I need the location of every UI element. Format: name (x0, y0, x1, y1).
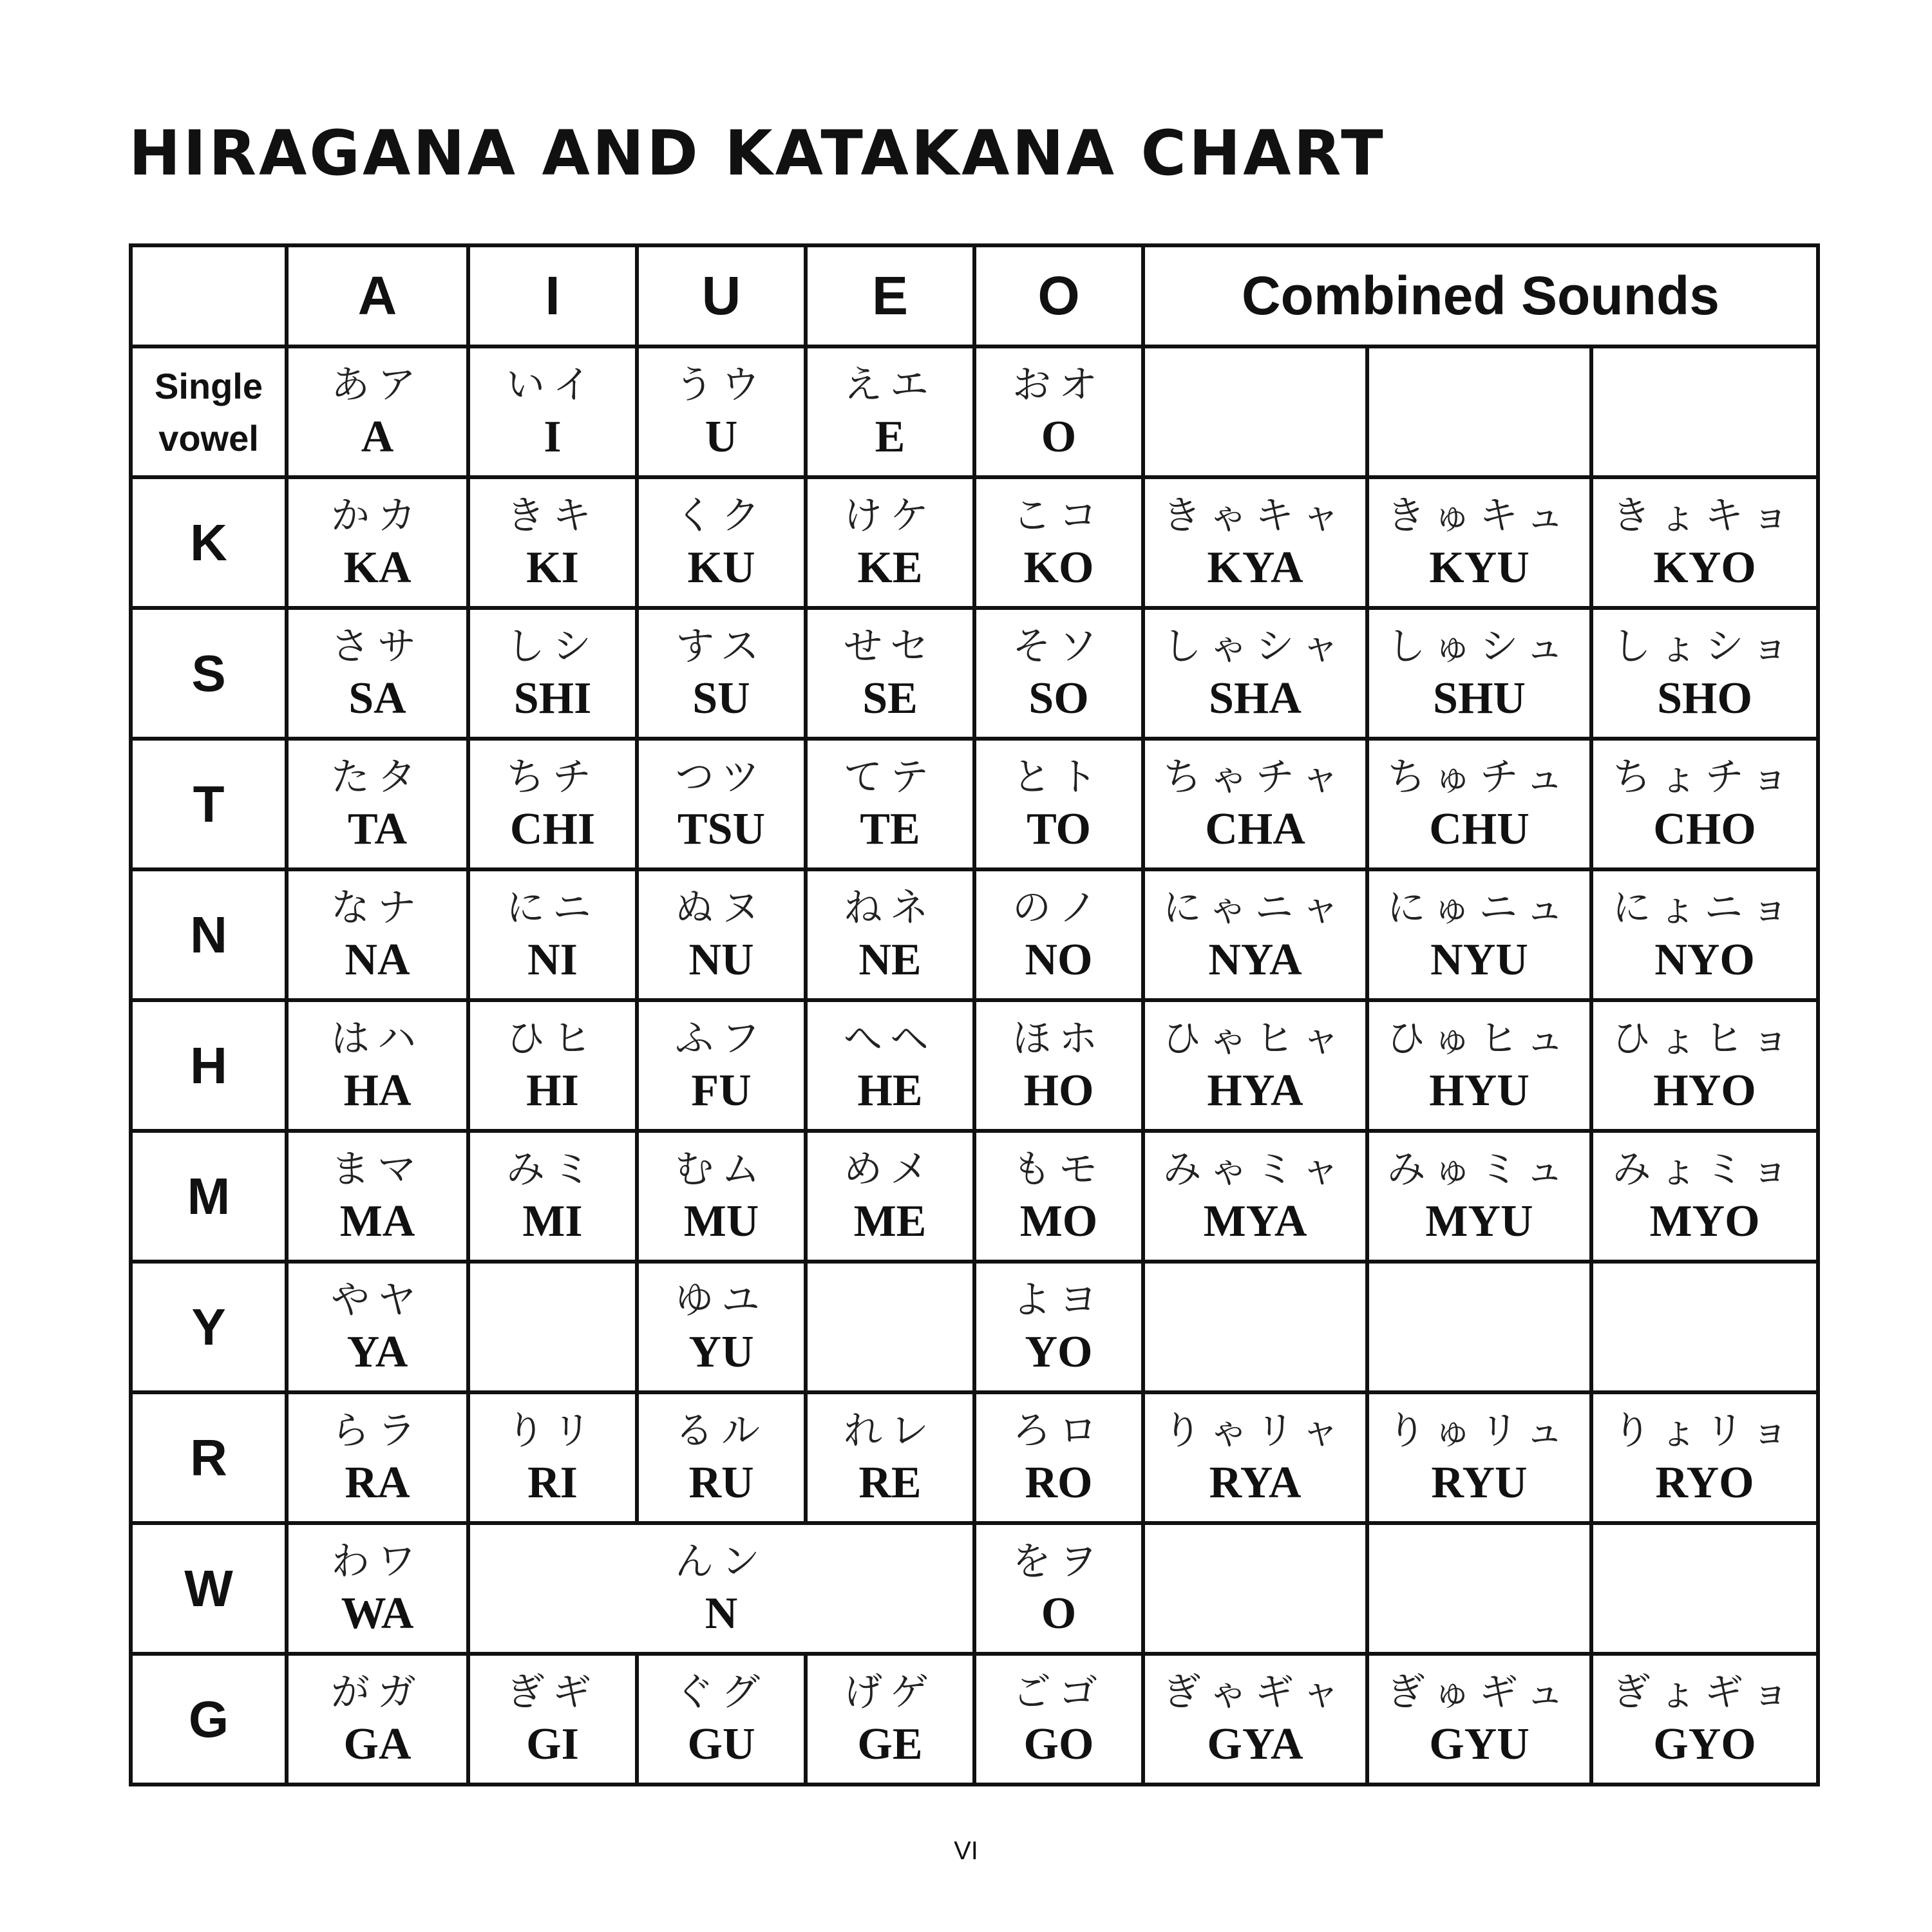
kana-characters: しゅシュ (1387, 623, 1572, 669)
row-header: S (131, 608, 287, 739)
kana-cell (287, 1131, 468, 1262)
kana-characters: にゃニャ (1162, 885, 1348, 931)
romaji-label: MO (1019, 1196, 1098, 1246)
table-row (131, 1654, 1818, 1785)
romaji-label: RO (1025, 1457, 1093, 1508)
kana-cell (637, 1392, 806, 1523)
kana-cell (1591, 608, 1818, 739)
kana-cell (1367, 346, 1591, 477)
romaji-label: ME (853, 1196, 927, 1246)
romaji-label: RYU (1431, 1457, 1528, 1508)
kana-characters: にニ (506, 885, 599, 931)
kana-characters: きゃキャ (1162, 493, 1348, 538)
romaji-label: MYU (1425, 1196, 1533, 1246)
row-header: W (131, 1523, 287, 1654)
kana-characters: ちゃチャ (1162, 754, 1348, 800)
kana-characters: りょリョ (1612, 1408, 1797, 1454)
table-row (131, 477, 1818, 608)
romaji-label: O (1041, 412, 1077, 462)
kana-cell (974, 1523, 1143, 1654)
kana-characters: がガ (331, 1669, 424, 1715)
romaji-label: GU (687, 1719, 755, 1769)
kana-cell (468, 608, 637, 739)
kana-characters: きゅキュ (1387, 493, 1572, 538)
kana-characters: ほホ (1012, 1016, 1105, 1061)
row-header: K (131, 477, 287, 608)
kana-cell (287, 477, 468, 608)
kana-characters: おオ (1012, 362, 1105, 408)
kana-cell (468, 869, 637, 1000)
romaji-label: MU (683, 1196, 759, 1246)
romaji-label: MI (522, 1196, 583, 1246)
kana-cell (806, 608, 974, 739)
kana-cell (806, 869, 974, 1000)
kana-cell (637, 1131, 806, 1262)
kana-cell (1143, 477, 1367, 608)
kana-cell (806, 346, 974, 477)
kana-cell (974, 346, 1143, 477)
kana-cell (974, 1000, 1143, 1131)
kana-cell (1591, 346, 1818, 477)
romaji-label: YA (346, 1327, 408, 1377)
romaji-label: YO (1025, 1327, 1093, 1377)
kana-cell (1367, 869, 1591, 1000)
kana-cell (1143, 1262, 1367, 1392)
kana-characters: くク (675, 493, 768, 538)
kana-cell (806, 1262, 974, 1392)
kana-cell (974, 1392, 1143, 1523)
kana-cell (1367, 1654, 1591, 1785)
romaji-label: NI (527, 934, 578, 985)
kana-cell (1367, 1392, 1591, 1523)
romaji-label: NYU (1430, 934, 1528, 985)
row-header: G (131, 1654, 287, 1785)
romaji-label: SU (692, 673, 750, 723)
kana-characters: しシ (506, 623, 599, 669)
kana-cell (1367, 608, 1591, 739)
romaji-label: HO (1023, 1065, 1094, 1115)
kana-characters: つツ (675, 754, 768, 800)
kana-characters: ちゅチュ (1387, 754, 1572, 800)
kana-cell (468, 739, 637, 869)
kana-cell (468, 1654, 637, 1785)
kana-cell (287, 1654, 468, 1785)
kana-cell (1591, 1262, 1818, 1392)
kana-cell (637, 477, 806, 608)
romaji-label: GI (526, 1719, 579, 1769)
kana-cell (974, 1654, 1143, 1785)
kana-cell (637, 1000, 806, 1131)
romaji-label: KE (857, 542, 923, 592)
kana-cell (468, 1131, 637, 1262)
romaji-label: RU (688, 1457, 754, 1508)
romaji-label: RYO (1655, 1457, 1754, 1508)
kana-cell (287, 1392, 468, 1523)
romaji-label: TO (1027, 804, 1091, 854)
kana-cell (1367, 1523, 1591, 1654)
kana-characters: ちチ (506, 754, 599, 800)
kana-characters: ひゃヒャ (1162, 1016, 1348, 1061)
romaji-label: NA (345, 934, 410, 985)
kana-cell (1591, 1000, 1818, 1131)
kana-characters: みゃミャ (1162, 1146, 1348, 1192)
romaji-label: HA (343, 1065, 412, 1115)
romaji-label: KYU (1429, 542, 1530, 592)
romaji-label: A (361, 412, 394, 462)
romaji-label: SHA (1209, 673, 1302, 723)
romaji-label: GYU (1429, 1719, 1530, 1769)
page-title: HIRAGANA AND KATAKANA CHART (129, 117, 1386, 189)
kana-characters: ろロ (1012, 1408, 1105, 1454)
romaji-label: WA (341, 1588, 414, 1638)
kana-characters: しょショ (1612, 623, 1797, 669)
kana-cell (1591, 1131, 1818, 1262)
romaji-label: SE (862, 673, 918, 723)
kana-cell (1143, 1654, 1367, 1785)
romaji-label: NYO (1654, 934, 1755, 985)
kana-cell (1591, 477, 1818, 608)
kana-cell (468, 1523, 974, 1654)
kana-cell (468, 477, 637, 608)
table-row (131, 1523, 1818, 1654)
romaji-label: O (1041, 1588, 1077, 1638)
kana-cell (1367, 1000, 1591, 1131)
romaji-label: HYU (1429, 1065, 1530, 1115)
kana-cell (806, 1392, 974, 1523)
kana-cell (974, 1131, 1143, 1262)
romaji-label: GA (343, 1719, 412, 1769)
romaji-label: RYA (1209, 1457, 1302, 1508)
row-header: N (131, 869, 287, 1000)
romaji-label: FU (691, 1065, 752, 1115)
romaji-label: YU (688, 1327, 754, 1377)
row-header-line: vowel (158, 417, 259, 459)
kana-cell (637, 1654, 806, 1785)
table-row (131, 1131, 1818, 1262)
romaji-label: RA (345, 1457, 410, 1508)
kana-characters: ぎギ (506, 1669, 599, 1715)
kana-characters: ひょヒョ (1612, 1016, 1797, 1061)
kana-cell (1143, 739, 1367, 869)
kana-cell (1591, 739, 1818, 869)
row-header: T (131, 739, 287, 869)
kana-characters: たタ (331, 754, 424, 800)
romaji-label: TSU (677, 804, 766, 854)
romaji-label: GE (857, 1719, 923, 1769)
romaji-label: KO (1023, 542, 1094, 592)
kana-cell (1143, 1392, 1367, 1523)
kana-characters: すス (676, 623, 767, 669)
kana-characters: えエ (844, 362, 936, 408)
kana-characters: いイ (506, 362, 599, 408)
kana-cell (806, 739, 974, 869)
kana-cell (287, 869, 468, 1000)
romaji-label: E (875, 412, 905, 462)
kana-characters: かカ (331, 493, 424, 538)
column-header-a: A (287, 245, 468, 346)
romaji-label: KU (687, 542, 755, 592)
kana-characters: てテ (844, 754, 936, 800)
romaji-label: HI (526, 1065, 579, 1115)
kana-characters: まマ (331, 1146, 424, 1192)
column-header-combined-sounds: Combined Sounds (1143, 245, 1818, 346)
kana-characters: れレ (844, 1408, 936, 1454)
romaji-label: I (544, 412, 562, 462)
column-header-i: I (468, 245, 637, 346)
kana-characters: そソ (1012, 623, 1105, 669)
kana-characters: むム (675, 1146, 768, 1192)
kana-characters: ふフ (675, 1016, 768, 1061)
table-row (131, 1000, 1818, 1131)
romaji-label: CHA (1205, 804, 1305, 854)
romaji-label: NU (688, 934, 754, 985)
kana-characters: しゃシャ (1162, 623, 1348, 669)
kana-characters: んン (675, 1539, 768, 1584)
romaji-label: CHI (509, 804, 596, 854)
romaji-label: KYA (1207, 542, 1303, 592)
romaji-label: N (705, 1588, 738, 1638)
kana-cell (468, 1000, 637, 1131)
kana-cell (637, 1262, 806, 1392)
kana-characters: あア (331, 362, 424, 408)
romaji-label: HYA (1207, 1065, 1303, 1115)
romaji-label: RI (527, 1457, 578, 1508)
kana-characters: さサ (331, 623, 424, 669)
table-row (131, 346, 1818, 477)
romaji-label: SO (1028, 673, 1089, 723)
romaji-label: KI (526, 542, 579, 592)
kana-cell (637, 608, 806, 739)
romaji-label: MYO (1649, 1196, 1760, 1246)
kana-characters: みゅミュ (1387, 1146, 1572, 1192)
kana-characters: りゃリャ (1162, 1408, 1348, 1454)
kana-characters: ぬヌ (675, 885, 768, 931)
column-header-o: O (974, 245, 1143, 346)
kana-cell (1143, 1000, 1367, 1131)
kana-cell (806, 1000, 974, 1131)
kana-characters: のノ (1012, 885, 1105, 931)
column-header-u: U (637, 245, 806, 346)
kana-characters: ぐグ (675, 1669, 768, 1715)
kana-cell (287, 346, 468, 477)
kana-cell (287, 739, 468, 869)
romaji-label: GO (1023, 1719, 1094, 1769)
romaji-label: KA (343, 542, 412, 592)
kana-cell (974, 1262, 1143, 1392)
kana-characters: げゲ (844, 1669, 936, 1715)
kana-cell (1591, 1523, 1818, 1654)
kana-rows (131, 346, 1818, 1785)
kana-characters: にょニョ (1612, 885, 1797, 931)
kana-characters: きキ (506, 493, 599, 538)
kana-characters: わワ (331, 1539, 424, 1584)
kana-cell (637, 346, 806, 477)
romaji-label: NYA (1208, 934, 1302, 985)
kana-cell (974, 869, 1143, 1000)
header-row (131, 245, 1818, 346)
romaji-label: SA (348, 673, 406, 723)
table-row (131, 1392, 1818, 1523)
kana-cell (974, 739, 1143, 869)
kana-cell (287, 1523, 468, 1654)
romaji-label: GYA (1207, 1719, 1303, 1769)
table-row (131, 869, 1818, 1000)
table-row (131, 608, 1818, 739)
kana-characters: ぎゅギュ (1387, 1669, 1572, 1715)
kana-cell (1591, 1392, 1818, 1523)
romaji-label: CHO (1653, 804, 1756, 854)
kana-cell (287, 1262, 468, 1392)
table-row (131, 1262, 1818, 1392)
kana-characters: もモ (1012, 1146, 1105, 1192)
kana-characters: きょキョ (1612, 493, 1797, 538)
kana-cell (1143, 1131, 1367, 1262)
kana-cell (806, 1131, 974, 1262)
kana-characters: めメ (844, 1146, 936, 1192)
kana-characters: へヘ (844, 1016, 936, 1061)
kana-cell (468, 1392, 637, 1523)
column-header-e: E (806, 245, 974, 346)
kana-characters: ゆユ (675, 1277, 768, 1323)
kana-cell (1367, 1131, 1591, 1262)
kana-chart-table (129, 243, 1820, 1786)
kana-cell (1591, 1654, 1818, 1785)
kana-characters: ごゴ (1012, 1669, 1105, 1715)
romaji-label: MA (339, 1196, 415, 1246)
kana-characters: ぎゃギャ (1162, 1669, 1348, 1715)
kana-cell (1143, 869, 1367, 1000)
romaji-label: GYO (1653, 1719, 1756, 1769)
row-header-line: Single (154, 365, 263, 406)
kana-characters: けケ (844, 493, 936, 538)
kana-characters: らラ (331, 1408, 424, 1454)
romaji-label: HYO (1653, 1065, 1756, 1115)
kana-characters: なナ (331, 885, 424, 931)
kana-cell (1143, 608, 1367, 739)
romaji-label: SHO (1657, 673, 1752, 723)
kana-characters: るル (675, 1408, 768, 1454)
kana-cell (1143, 346, 1367, 477)
kana-characters: とト (1012, 754, 1105, 800)
kana-cell (974, 477, 1143, 608)
row-header: R (131, 1392, 287, 1523)
kana-cell (1367, 477, 1591, 608)
kana-characters: うウ (675, 362, 768, 408)
kana-cell (1367, 1262, 1591, 1392)
kana-cell (468, 1262, 637, 1392)
kana-cell (287, 1000, 468, 1131)
kana-characters: みょミョ (1612, 1146, 1797, 1192)
romaji-label: RE (858, 1457, 922, 1508)
romaji-label: MYA (1203, 1196, 1307, 1246)
kana-cell (637, 869, 806, 1000)
kana-cell (287, 608, 468, 739)
romaji-label: NO (1025, 934, 1093, 985)
row-header (131, 346, 287, 477)
kana-characters: せセ (844, 623, 936, 669)
kana-characters: をヲ (1012, 1539, 1105, 1584)
corner-cell (131, 245, 287, 346)
romaji-label: U (705, 412, 738, 462)
kana-characters: ちょチョ (1612, 754, 1797, 800)
kana-cell (1143, 1523, 1367, 1654)
kana-characters: ねネ (844, 885, 936, 931)
kana-characters: りゅリュ (1387, 1408, 1572, 1454)
romaji-label: HE (857, 1065, 923, 1115)
romaji-label: SHI (513, 673, 592, 723)
row-header: Y (131, 1262, 287, 1392)
row-header: H (131, 1000, 287, 1131)
romaji-label: NE (858, 934, 922, 985)
kana-characters: にゅニュ (1387, 885, 1572, 931)
kana-cell (1591, 869, 1818, 1000)
romaji-label: KYO (1653, 542, 1756, 592)
romaji-label: TE (860, 804, 920, 854)
kana-cell (974, 608, 1143, 739)
kana-characters: こコ (1012, 493, 1105, 538)
kana-cell (1367, 739, 1591, 869)
table-row (131, 739, 1818, 869)
romaji-label: CHU (1429, 804, 1530, 854)
kana-cell (806, 1654, 974, 1785)
romaji-label: SHU (1433, 673, 1526, 723)
kana-characters: ひゅヒュ (1387, 1016, 1572, 1061)
row-header: M (131, 1131, 287, 1262)
kana-characters: みミ (506, 1146, 599, 1192)
kana-characters: やヤ (331, 1277, 424, 1323)
kana-characters: よヨ (1012, 1277, 1105, 1323)
kana-characters: りリ (506, 1408, 599, 1454)
kana-cell (637, 739, 806, 869)
romaji-label: TA (347, 804, 408, 854)
kana-characters: ぎょギョ (1612, 1669, 1797, 1715)
kana-cell (468, 346, 637, 477)
kana-characters: はハ (331, 1016, 424, 1061)
kana-characters: ひヒ (506, 1016, 599, 1061)
page-number: VI (954, 1837, 978, 1865)
kana-cell (806, 477, 974, 608)
